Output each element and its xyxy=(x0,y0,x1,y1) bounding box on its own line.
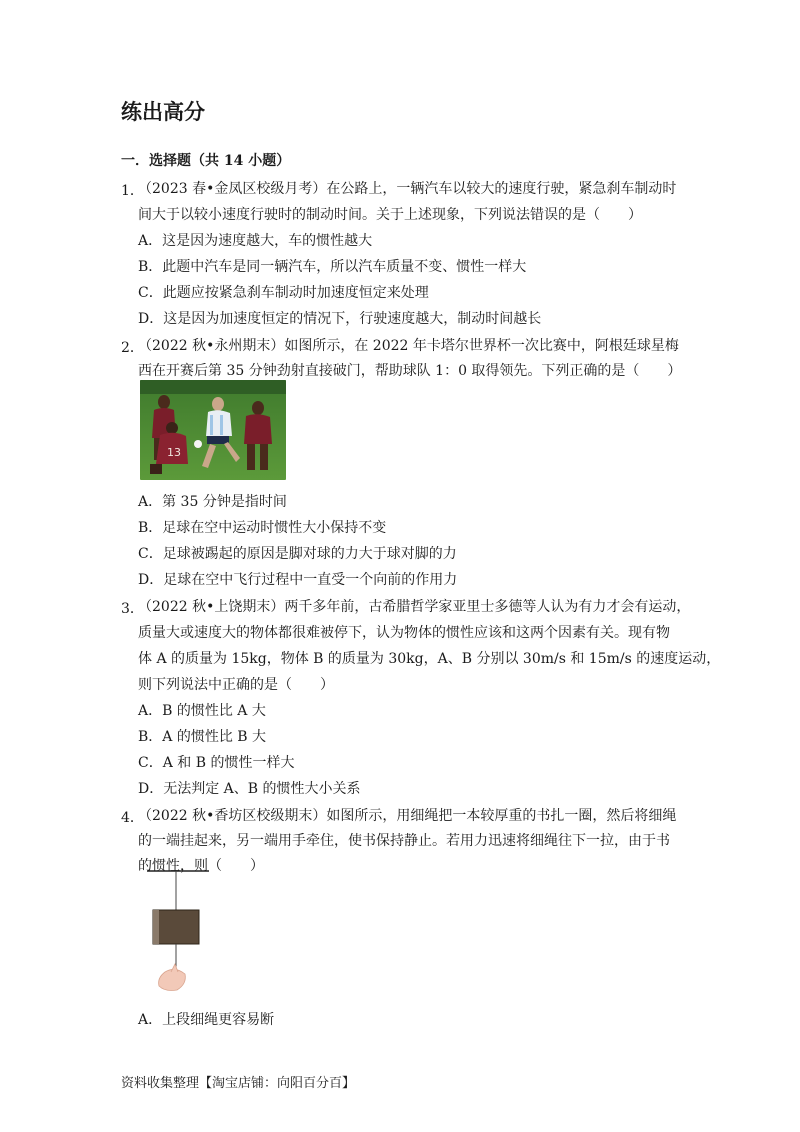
question-2-line-2: 西在开赛后第 35 分钟劲射直接破门，帮助球队 1：0 取得领先。下列正确的是（ ） xyxy=(138,363,682,379)
question-3-option-a: A．B 的惯性比 A 大 xyxy=(138,703,266,719)
question-1-option-c: C．此题应按紧急刹车制动时加速度恒定来处理 xyxy=(138,285,429,301)
question-2-option-c: C．足球被踢起的原因是脚对球的力大于球对脚的力 xyxy=(138,546,457,562)
question-4-line-2: 的一端挂起来，另一端用手牵住，使书保持静止。若用力迅速将细绳往下一拉，由于书 xyxy=(138,833,670,849)
question-2-option-a: A．第 35 分钟是指时间 xyxy=(138,494,287,510)
hanging-book-figure xyxy=(145,866,215,998)
question-3-line-4: 则下列说法中正确的是（ ） xyxy=(138,677,334,693)
section-title: 一．选择题（共 14 小题） xyxy=(121,153,291,169)
soccer-match-photo xyxy=(140,380,286,480)
footer-source: 资料收集整理【淘宝店铺：向阳百分百】 xyxy=(121,1076,356,1091)
question-3-option-b: B．A 的惯性比 B 大 xyxy=(138,729,267,745)
question-4-number: 4． xyxy=(121,810,144,826)
question-1-option-a: A．这是因为速度越大，车的惯性越大 xyxy=(138,233,373,249)
page-title: 练出高分 xyxy=(121,100,205,124)
question-3-number: 3． xyxy=(121,601,144,617)
jersey-number: 13 xyxy=(167,446,181,459)
question-2-option-d: D．足球在空中飞行过程中一直受一个向前的作用力 xyxy=(138,572,458,588)
question-2-option-b: B．足球在空中运动时惯性大小保持不变 xyxy=(138,520,387,536)
question-1-line-2: 间大于以较小速度行驶时的制动时间。关于上述现象，下列说法错误的是（ ） xyxy=(138,207,642,223)
question-1-option-d: D．这是因为加速度恒定的情况下，行驶速度越大，制动时间越长 xyxy=(138,311,542,327)
question-3-option-d: D．无法判定 A、B 的惯性大小关系 xyxy=(138,781,361,797)
question-2-number: 2． xyxy=(121,340,144,356)
question-3-line-3: 体 A 的质量为 15kg，物体 B 的质量为 30kg，A、B 分别以 30m/s 和 15m/s 的速度运动， xyxy=(138,651,721,667)
question-3-option-c: C．A 和 B 的惯性一样大 xyxy=(138,755,295,771)
question-1-line-1: （2023 春•金凤区校级月考）在公路上，一辆汽车以较大的速度行驶，紧急刹车制动时 xyxy=(138,181,677,197)
question-1-option-b: B．此题中汽车是同一辆汽车，所以汽车质量不变、惯性一样大 xyxy=(138,259,527,275)
question-3-line-2: 质量大或速度大的物体都很难被停下，认为物体的惯性应该和这两个因素有关。现有物 xyxy=(138,625,670,641)
question-1-number: 1． xyxy=(121,183,144,199)
question-4-option-a: A．上段细绳更容易断 xyxy=(138,1012,275,1028)
question-4-line-1: （2022 秋•香坊区校级期末）如图所示，用细绳把一本较厚重的书扎一圈，然后将细绳 xyxy=(138,808,677,824)
question-2-line-1: （2022 秋•永州期末）如图所示，在 2022 年卡塔尔世界杯一次比赛中，阿根廷球星梅 xyxy=(138,338,679,354)
question-4-line-3: 的惯性，则（ ） xyxy=(138,858,264,874)
question-3-line-1: （2022 秋•上饶期末）两千多年前，古希腊哲学家亚里士多德等人认为有力才会有运动， xyxy=(138,599,691,615)
